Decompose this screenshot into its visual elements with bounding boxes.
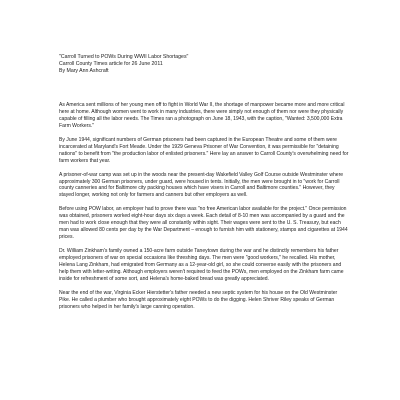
article-subtitle: Carroll County Times article for 26 June 2011	[59, 61, 163, 67]
paragraph: A prisoner-of-war camp was set up in the woods near the present-day Wakefield Valley Golf Course outside Westminster where approximately 300 German prisoners, under guard, were housed in tents. Initially, the men were brought in to "work for Carroll county canneries and for Baltimore city packing houses which have visers in Carroll and Baltimore counties." However, they stayed longer, working not only for farmers and canners but other employers as well.	[59, 171, 344, 199]
article-header	[59, 54, 359, 75]
paragraph: By June 1944, significant numbers of German prisoners had been captured in the European Theatre and some of them were incarcerated at Maryland's Fort Meade. Under the 1929 Geneva Prisoner of War Convention, it was permissible for "detaining nations" to benefit from "the production labor of enlisted prisoners." Here lay an answer to Carroll County's overwhelming need for farm workers that year.	[59, 136, 349, 164]
paragraph: Near the end of the war, Virginia Ecker Hierstetter's father needed a new septic system for his house on the Old Westminster Pike. He called a plumber who brought approximately eight POWs to do the digging. Helen Shriver Riley speaks of German prisoners who helped in her family's large canning operation.	[59, 289, 338, 310]
article-title: "Carroll Turned to POWs During WWII Labor Shortages"	[59, 54, 189, 60]
article-byline: By Mary Ann Ashcraft	[59, 68, 109, 74]
paragraph: Dr. William Zinkham's family owned a 150-acre farm outside Taneytown during the war and he distinctly remembers his father employed prisoners of war on special occasions like threshing days. The men were "good workers," he recalled. His mother, Helena Lang Zinkham, had emigrated from Germany as a 12-year-old girl, so she could converse easily with the prisoners and help them with letter-writing. Although employers weren't required to feed the POWs, men employed on the Zinkham farm came inside for refreshment of some sort, and Helena's home-baked bread was greatly appreciated.	[59, 248, 344, 282]
article-body	[59, 102, 349, 318]
paragraph: Before using POW labor, an employer had to prove there was "no free American labor available for the project." Once permission was obtained, prisoners worked eight-hour days six days a week. Each detail of 8-10 men was accompanied by a guard and the men had to work close enough that they were all constantly within sight. Their wages were sent to the U. S. Treasury, but each man was allowed 80 cents per day by the War Department – enough to furnish him with stationery, stamps and cigarettes at 1944 prices.	[59, 206, 348, 241]
paragraph: As America sent millions of her young men off to fight in World War II, the shortage of manpower became more and more critical here at home. Although women went to work in many industries, there were simply not enough of them nor were they physically capable of filling all the labor needs. The Times ran a photograph on June 18, 1943, with the caption, "Wanted: 3,500,000 Extra Farm Workers."	[59, 102, 345, 129]
